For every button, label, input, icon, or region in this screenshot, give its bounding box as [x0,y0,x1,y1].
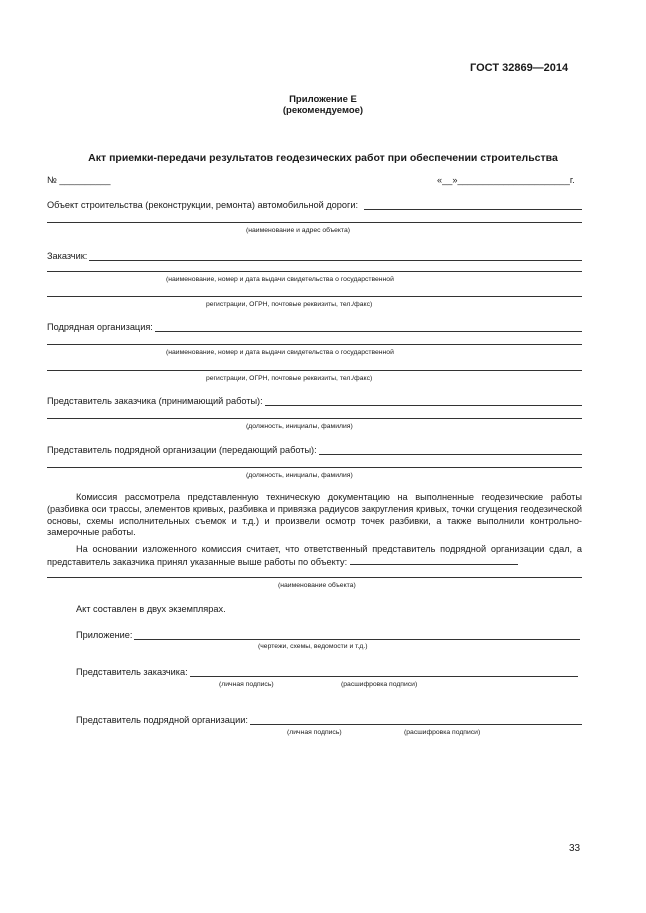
act-title: Акт приемки-передачи результатов геодезических работ при обеспечении строительства [88,152,558,164]
customer-caption-1: (наименование, номер и дата выдачи свидетельства о государственной [166,276,394,283]
attachment-caption: (чертежи, схемы, ведомости и т.д.) [258,643,368,650]
contractor-caption-2: регистрации, ОГРН, почтовые реквизиты, тел./факс) [206,375,373,382]
customer-personal-signature-caption: (личная подпись) [219,681,274,688]
object-field: Объект строительства (реконструкции, ремонта) автомобильной дороги: [47,200,582,210]
object-line-2 [47,222,582,223]
customer-caption-2: регистрации, ОГРН, почтовые реквизиты, тел./факс) [206,301,373,308]
customer-signature-decoding-caption: (расшифровка подписи) [341,681,418,688]
object-caption: (наименование и адрес объекта) [246,227,350,234]
contractor-rep-line-2 [47,467,582,468]
appendix-title: Приложение Е [289,94,357,105]
contractor-personal-signature-caption: (личная подпись) [287,729,342,736]
contractor-line-3 [47,370,582,371]
customer-line-2 [47,271,582,272]
attachment-field: Приложение: [76,630,580,640]
conclusion-paragraph: На основании изложенного комиссия считает, что ответственный представитель подрядной организации сдал, а представитель заказчика принял указанные выше работы по объекту: [47,544,582,567]
contractor-rep-caption: (должность, инициалы, фамилия) [246,472,353,479]
object-name-line [47,577,582,578]
standard-number: ГОСТ 32869—2014 [470,62,569,74]
date-field: «__»______________________г. [437,175,575,185]
customer-rep-caption: (должность, инициалы, фамилия) [246,423,353,430]
number-label: № __________ [47,175,111,185]
customer-rep-line-2 [47,418,582,419]
appendix-subtitle: (рекомендуемое) [282,105,364,116]
customer-line-3 [47,296,582,297]
page-number: 33 [569,843,581,854]
contractor-signature-decoding-caption: (расшифровка подписи) [404,729,481,736]
commission-paragraph: Комиссия рассмотрела представленную техническую документацию на выполненные геодезические работы (разбивка оси трассы, элементов кривых, разбивка и привязка радиусов закругления кривых, точки сгущения геодезической основы, схемы исполнительных съемок и т.д.) и произвели осмотр точек разбивки, а также выполнили контрольно-замерочные работы. [47,492,582,538]
customer-rep-field: Представитель заказчика (принимающий работы): [47,396,582,406]
contractor-caption-1: (наименование, номер и дата выдачи свидетельства о государственной [166,349,394,356]
customer-field: Заказчик: [47,251,582,261]
contractor-signature-field: Представитель подрядной организации: [76,715,582,725]
contractor-rep-field: Представитель подрядной организации (передающий работы): [47,445,582,455]
object-name-caption: (наименование объекта) [278,582,356,589]
contractor-line-2 [47,344,582,345]
customer-signature-field: Представитель заказчика: [76,667,578,677]
contractor-field: Подрядная организация: [47,322,582,332]
copies-statement: Акт составлен в двух экземплярах. [76,604,226,614]
